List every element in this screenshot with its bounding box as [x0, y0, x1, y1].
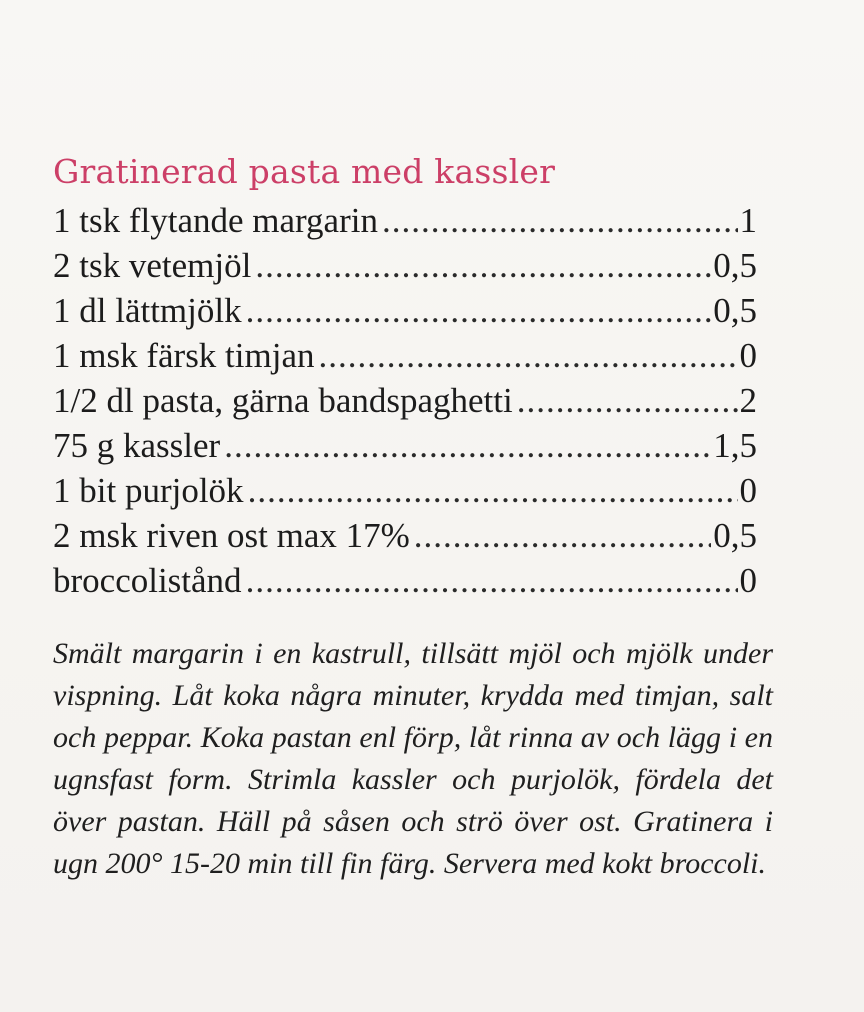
- ingredient-name: 1/2 dl pasta, gärna bandspaghetti: [53, 381, 513, 420]
- dot-leader: [319, 333, 738, 378]
- ingredient-name: 2 tsk vetemjöl: [53, 246, 252, 285]
- ingredient-value: 0: [739, 471, 757, 510]
- ingredient-name: broccolistånd: [53, 561, 242, 600]
- dot-leader: [517, 378, 738, 423]
- dot-leader: [382, 198, 738, 243]
- ingredient-value: 1: [739, 201, 757, 240]
- ingredient-name: 1 msk färsk timjan: [53, 336, 315, 375]
- ingredient-name: 2 msk riven ost max 17%: [53, 516, 410, 555]
- ingredient-value: 0,5: [713, 246, 757, 285]
- dot-leader: [246, 288, 712, 333]
- dot-leader: [246, 558, 738, 603]
- ingredient-row: [53, 243, 757, 288]
- ingredient-row: [53, 378, 757, 423]
- dot-leader: [414, 513, 711, 558]
- ingredient-name: 1 bit purjolök: [53, 471, 244, 510]
- ingredient-value: 0: [739, 336, 757, 375]
- ingredient-row: [53, 513, 757, 558]
- ingredient-row: [53, 288, 757, 333]
- dot-leader: [248, 468, 738, 513]
- ingredient-row: [53, 333, 757, 378]
- ingredient-value: 0,5: [713, 291, 757, 330]
- ingredient-row: [53, 423, 757, 468]
- dot-leader: [255, 243, 711, 288]
- ingredient-value: 2: [739, 381, 757, 420]
- ingredient-row: [53, 558, 757, 603]
- recipe-instructions: Smält margarin i en kastrull, tillsätt mjöl och mjölk under vispning. Låt koka några minuter, krydda med timjan, salt och peppar. Koka pastan enl förp, låt rinna av och lägg i en ugnsfast form. Strimla kassler och purjolök, fördela det över pastan. Häll på såsen och strö över ost. Gratinera i ugn 200° 15-20 min till fin färg. Servera med kokt broccoli.: [53, 637, 773, 880]
- ingredient-row: [53, 198, 757, 243]
- ingredient-value: 0: [739, 561, 757, 600]
- recipe-block: [53, 150, 757, 603]
- ingredient-name: 1 dl lättmjölk: [53, 291, 242, 330]
- ingredient-value: 1,5: [713, 426, 757, 465]
- ingredient-list: [53, 198, 757, 603]
- recipe-title: Gratinerad pasta med kassler: [53, 152, 556, 191]
- ingredient-value: 0,5: [713, 516, 757, 555]
- ingredient-name: 75 g kassler: [53, 426, 221, 465]
- ingredient-row: [53, 468, 757, 513]
- dot-leader: [224, 423, 711, 468]
- ingredient-name: 1 tsk flytande margarin: [53, 201, 378, 240]
